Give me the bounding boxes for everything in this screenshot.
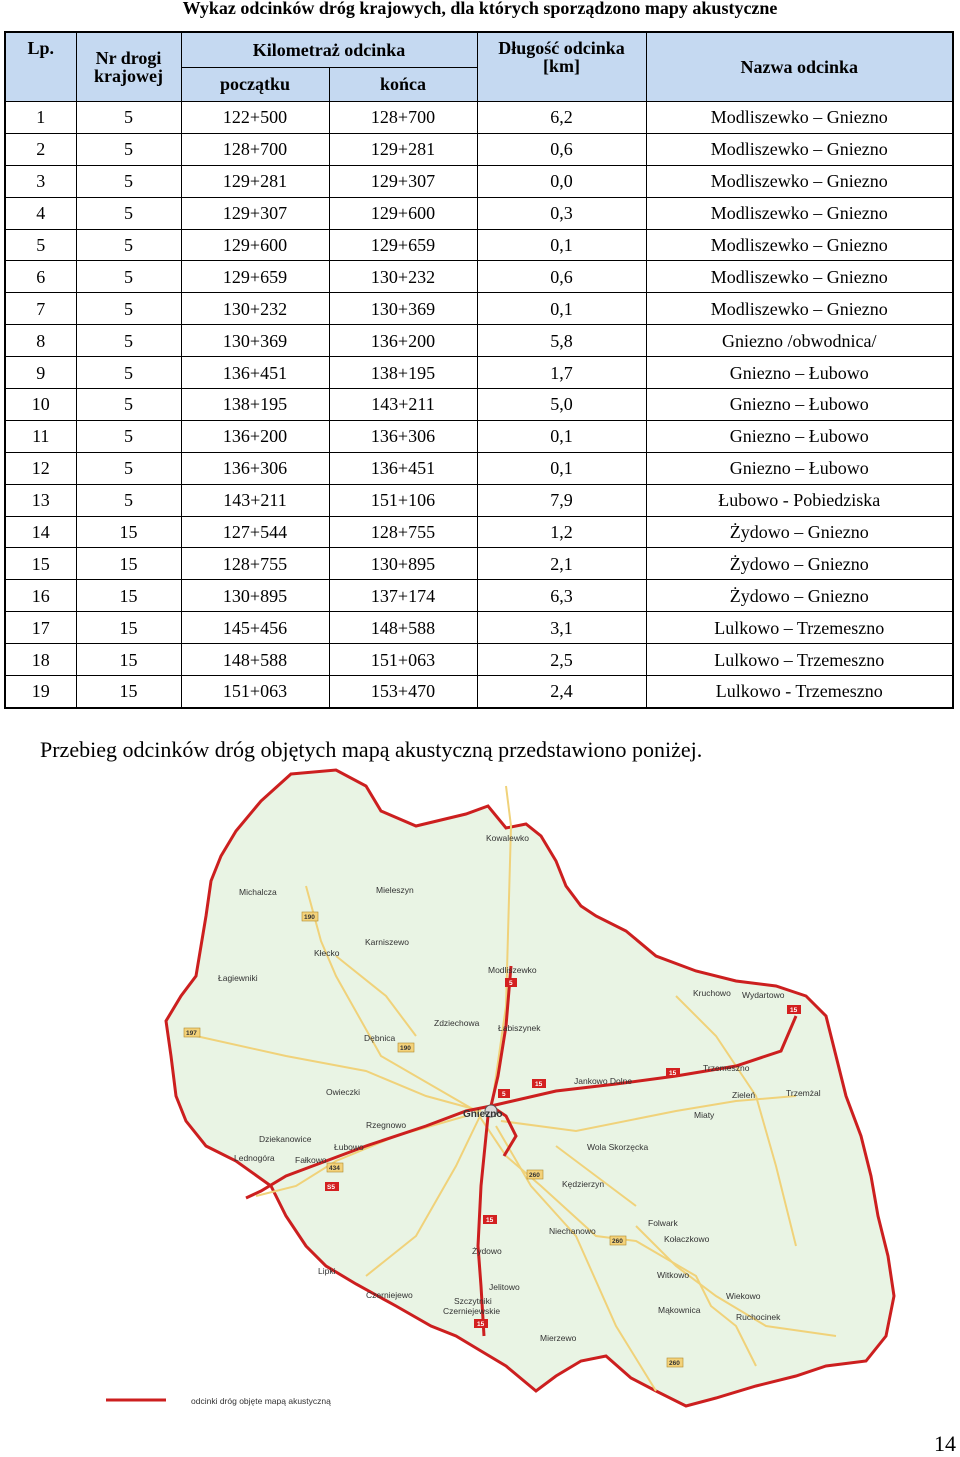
header-start: początku [181,67,329,101]
cell-start: 136+451 [181,357,329,389]
cell-length: 7,9 [477,484,646,516]
table-row [5,389,953,421]
cell-road: 5 [76,133,181,165]
road-sections-table [4,31,954,709]
header-name: Nazwa odcinka [646,32,953,102]
cell-name: Modliszewko – Gniezno [646,102,953,134]
table-row [5,229,953,261]
cell-length: 0,0 [477,165,646,197]
map-caption: Przebieg odcinków dróg objętych mapą akustyczną przedstawiono poniżej. [40,737,703,762]
label-mieleszyn: Mieleszyn [376,885,414,895]
cell-lp: 18 [5,644,76,676]
table-row [5,452,953,484]
svg-text:15: 15 [535,1081,543,1088]
cell-road: 15 [76,516,181,548]
svg-text:5: 5 [509,980,513,987]
cell-start: 130+232 [181,293,329,325]
road-map [36,766,898,1416]
label-jankowo-dolne: Jankowo Dolne [574,1076,633,1086]
cell-lp: 8 [5,325,76,357]
cell-lp: 12 [5,452,76,484]
cell-road: 15 [76,548,181,580]
shield-5b [498,1089,510,1098]
header-length: Długość odcinka [km] [477,32,646,102]
table-row [5,197,953,229]
label-witkowo: Witkowo [657,1270,690,1280]
cell-road: 15 [76,676,181,708]
table-row [5,102,953,134]
table-row [5,133,953,165]
cell-lp: 19 [5,676,76,708]
label-miaty: Miaty [694,1110,715,1120]
cell-name: Gniezno – Łubowo [646,452,953,484]
shield-260c [667,1358,683,1367]
cell-road: 5 [76,165,181,197]
cell-end: 151+106 [329,484,477,516]
cell-start: 129+281 [181,165,329,197]
cell-name: Gniezno – Łubowo [646,357,953,389]
label-makownica: Mąkownica [658,1305,701,1315]
table-row [5,325,953,357]
shield-190a [302,912,318,921]
cell-end: 137+174 [329,580,477,612]
svg-text:5: 5 [502,1091,506,1098]
label-dziekanowice: Dziekanowice [259,1134,312,1144]
table-row [5,516,953,548]
label-karniszewo: Karniszewo [365,937,409,947]
cell-lp: 10 [5,389,76,421]
label-wola-skorzecka: Wola Skorzęcka [587,1142,649,1152]
table-row [5,293,953,325]
cell-length: 5,0 [477,389,646,421]
label-szczytniki: Szczytniki Czerniejewskie [443,1296,501,1316]
label-klecko: Kłecko [314,948,340,958]
cell-length: 1,2 [477,516,646,548]
label-trzemeszno: Trzemeszno [703,1063,750,1073]
cell-end: 130+369 [329,293,477,325]
legend-text: odcinki dróg objęte mapą akustyczną [191,1396,331,1406]
label-trzemzal: Trzemżal [786,1088,821,1098]
table-row [5,644,953,676]
cell-name: Żydowo – Gniezno [646,548,953,580]
cell-end: 129+281 [329,133,477,165]
cell-length: 0,1 [477,229,646,261]
cell-road: 5 [76,197,181,229]
cell-name: Żydowo – Gniezno [646,580,953,612]
cell-start: 136+200 [181,420,329,452]
label-wiekowo: Wiekowo [726,1291,761,1301]
label-niechanowo: Niechanowo [549,1226,596,1236]
cell-start: 128+755 [181,548,329,580]
label-kruchowo: Kruchowo [693,988,731,998]
table-row [5,612,953,644]
cell-length: 6,3 [477,580,646,612]
label-zielen: Zieleń [732,1090,756,1100]
cell-length: 0,1 [477,420,646,452]
label-gniezno: Gniezno [463,1109,503,1120]
svg-text:260: 260 [669,1360,680,1367]
cell-length: 2,1 [477,548,646,580]
table-row [5,676,953,708]
label-lednogora: Lednogóra [234,1153,275,1163]
table-row [5,484,953,516]
label-modliszewko: Modliszewko [488,965,537,975]
shield-S5 [325,1182,339,1191]
label-zdziechowa: Zdziechowa [434,1018,480,1028]
label-wydartowo: Wydartowo [742,990,785,1000]
label-owieczki: Owieczki [326,1087,361,1097]
shield-15c [787,1005,801,1014]
cell-lp: 2 [5,133,76,165]
cell-length: 0,1 [477,452,646,484]
cell-name: Lulkowo - Trzemeszno [646,676,953,708]
svg-text:434: 434 [329,1165,340,1172]
table-row [5,420,953,452]
svg-text:15: 15 [669,1070,677,1077]
cell-lp: 1 [5,102,76,134]
shield-5a [505,978,517,987]
svg-text:15: 15 [486,1217,494,1224]
cell-start: 127+544 [181,516,329,548]
cell-name: Gniezno /obwodnica/ [646,325,953,357]
cell-end: 136+306 [329,420,477,452]
label-mierzewo: Mierzewo [540,1333,577,1343]
cell-name: Modliszewko – Gniezno [646,133,953,165]
label-kowalewko: Kowalewko [486,833,529,843]
header-km: Kilometraż odcinka [181,32,477,67]
shield-15a [532,1079,546,1088]
shield-190b [398,1043,414,1052]
cell-name: Łubowo - Pobiedziska [646,484,953,516]
shield-15e [474,1319,488,1328]
cell-length: 2,5 [477,644,646,676]
cell-name: Modliszewko – Gniezno [646,197,953,229]
cell-length: 3,1 [477,612,646,644]
cell-name: Modliszewko – Gniezno [646,229,953,261]
shield-15d [483,1215,497,1224]
cell-lp: 16 [5,580,76,612]
cell-start: 129+307 [181,197,329,229]
shield-15b [666,1068,680,1077]
cell-name: Gniezno – Łubowo [646,420,953,452]
table-body [5,102,953,708]
cell-lp: 13 [5,484,76,516]
cell-road: 5 [76,102,181,134]
cell-start: 136+306 [181,452,329,484]
table-row [5,357,953,389]
cell-name: Modliszewko – Gniezno [646,293,953,325]
cell-start: 145+456 [181,612,329,644]
cell-length: 1,7 [477,357,646,389]
cell-length: 0,1 [477,293,646,325]
cell-start: 148+588 [181,644,329,676]
cell-lp: 9 [5,357,76,389]
header-lp: Lp. [5,32,76,102]
svg-text:190: 190 [304,914,315,921]
cell-lp: 11 [5,420,76,452]
label-debnica: Dębnica [364,1033,396,1043]
shield-434 [327,1163,343,1172]
cell-name: Żydowo – Gniezno [646,516,953,548]
label-michalcza: Michalcza [239,887,277,897]
table-row [5,261,953,293]
cell-length: 0,6 [477,261,646,293]
svg-text:260: 260 [612,1238,623,1245]
table-row [5,165,953,197]
table-row [5,580,953,612]
label-folwark: Folwark [648,1218,678,1228]
label-labiszynek: Łabiszynek [498,1023,541,1033]
cell-name: Lulkowo – Trzemeszno [646,644,953,676]
cell-end: 128+700 [329,102,477,134]
cell-start: 130+895 [181,580,329,612]
svg-text:15: 15 [790,1007,798,1014]
svg-text:190: 190 [400,1045,411,1052]
page-number: 14 [934,1431,956,1456]
svg-text:260: 260 [529,1172,540,1179]
cell-road: 5 [76,261,181,293]
svg-text:197: 197 [186,1030,197,1037]
cell-lp: 17 [5,612,76,644]
shield-260a [527,1170,543,1179]
shield-197 [184,1028,200,1037]
label-jelitowo: Jelitowo [489,1282,520,1292]
cell-start: 143+211 [181,484,329,516]
cell-lp: 4 [5,197,76,229]
cell-name: Modliszewko – Gniezno [646,165,953,197]
cell-end: 129+659 [329,229,477,261]
label-rzegnowo: Rzegnowo [366,1120,407,1130]
cell-lp: 3 [5,165,76,197]
shield-260b [610,1236,626,1245]
label-zydowo: Żydowo [472,1246,502,1256]
header-end: końca [329,67,477,101]
label-lubowo: Łubowo [334,1142,364,1152]
label-czerniejewo: Czerniejewo [366,1290,413,1300]
cell-road: 5 [76,452,181,484]
cell-end: 129+600 [329,197,477,229]
table-row [5,548,953,580]
svg-text:15: 15 [477,1321,485,1328]
label-lipki: Lipki [318,1266,336,1276]
cell-start: 129+659 [181,261,329,293]
cell-end: 143+211 [329,389,477,421]
page-title: Wykaz odcinków dróg krajowych, dla których sporządzono mapy akustyczne [182,0,778,18]
label-ruchocinek: Ruchocinek [736,1312,781,1322]
label-lagiewniki: Łagiewniki [218,973,258,983]
cell-length: 0,3 [477,197,646,229]
header-road: Nr drogi krajowej [76,32,181,102]
cell-start: 151+063 [181,676,329,708]
cell-road: 15 [76,612,181,644]
cell-road: 5 [76,325,181,357]
cell-length: 0,6 [477,133,646,165]
cell-start: 128+700 [181,133,329,165]
cell-start: 138+195 [181,389,329,421]
cell-road: 5 [76,484,181,516]
cell-road: 15 [76,580,181,612]
cell-length: 6,2 [477,102,646,134]
cell-lp: 14 [5,516,76,548]
svg-text:S5: S5 [327,1184,335,1191]
cell-end: 148+588 [329,612,477,644]
cell-road: 5 [76,229,181,261]
cell-start: 130+369 [181,325,329,357]
label-kolaczkowo: Kołaczkowo [664,1234,710,1244]
cell-road: 5 [76,293,181,325]
cell-name: Gniezno – Łubowo [646,389,953,421]
cell-end: 136+451 [329,452,477,484]
cell-lp: 5 [5,229,76,261]
cell-end: 130+232 [329,261,477,293]
label-kedzierzyn: Kędzierzyn [562,1179,605,1189]
cell-start: 122+500 [181,102,329,134]
cell-end: 129+307 [329,165,477,197]
cell-road: 5 [76,420,181,452]
cell-end: 128+755 [329,516,477,548]
cell-name: Modliszewko – Gniezno [646,261,953,293]
cell-road: 5 [76,389,181,421]
cell-lp: 7 [5,293,76,325]
cell-lp: 15 [5,548,76,580]
cell-end: 136+200 [329,325,477,357]
cell-road: 5 [76,357,181,389]
cell-length: 2,4 [477,676,646,708]
cell-start: 129+600 [181,229,329,261]
cell-lp: 6 [5,261,76,293]
cell-end: 138+195 [329,357,477,389]
cell-road: 15 [76,644,181,676]
cell-name: Lulkowo – Trzemeszno [646,612,953,644]
cell-end: 130+895 [329,548,477,580]
label-falkowo: Fałkowo [295,1155,327,1165]
cell-end: 153+470 [329,676,477,708]
cell-length: 5,8 [477,325,646,357]
cell-end: 151+063 [329,644,477,676]
